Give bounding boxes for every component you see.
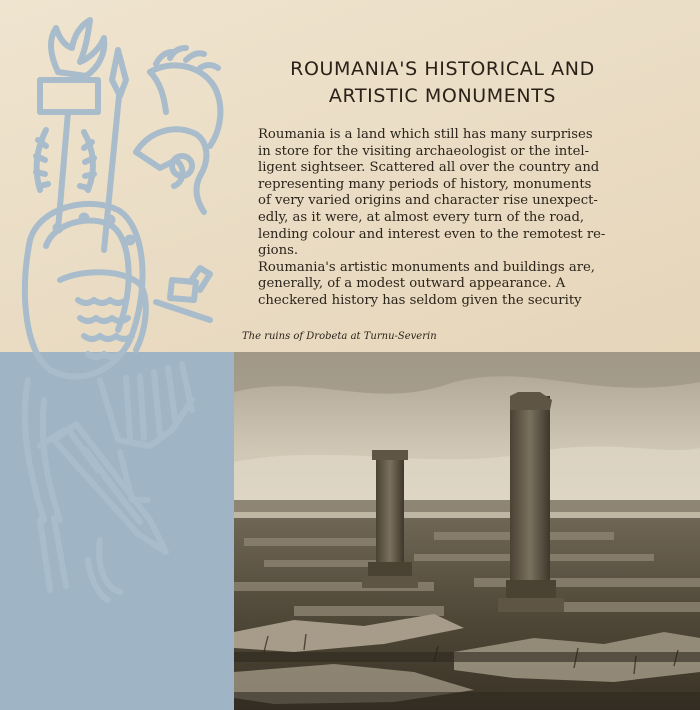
ruins-photograph — [234, 352, 700, 710]
text-line: ligent sightseer. Scattered all over the country and — [258, 160, 600, 176]
roman-trophy-illustration — [0, 0, 240, 610]
ruins-photo-drawing — [234, 352, 700, 710]
paragraph-2 — [258, 260, 630, 310]
page-title — [245, 56, 640, 110]
text-line: of very varied origins and character rise unexpect- — [258, 193, 598, 209]
article-body — [258, 127, 630, 310]
photo-caption: The ruins of Drobeta at Turnu-Severin — [242, 331, 437, 342]
text-line: edly, as it were, at almost every turn of the road, — [258, 209, 585, 225]
text-line: lending colour and interest even to the remotest re- — [258, 226, 606, 242]
text-line: checkered history has seldom given the security — [258, 292, 582, 308]
text-line: generally, of a modest outward appearance. A — [258, 276, 566, 292]
title-line-1: ROUMANIA'S HISTORICAL AND — [290, 58, 595, 80]
text-line: Roumania's artistic monuments and buildings are, — [258, 259, 596, 275]
paragraph-1 — [258, 127, 630, 260]
text-line: in store for the visiting archaeologist or the intel- — [258, 143, 590, 159]
title-line-2: ARTISTIC MONUMENTS — [328, 85, 557, 107]
text-line: Roumania is a land which still has many surprises — [258, 127, 593, 142]
text-line: gions. — [258, 243, 299, 259]
text-line: representing many periods of history, monuments — [258, 176, 592, 192]
